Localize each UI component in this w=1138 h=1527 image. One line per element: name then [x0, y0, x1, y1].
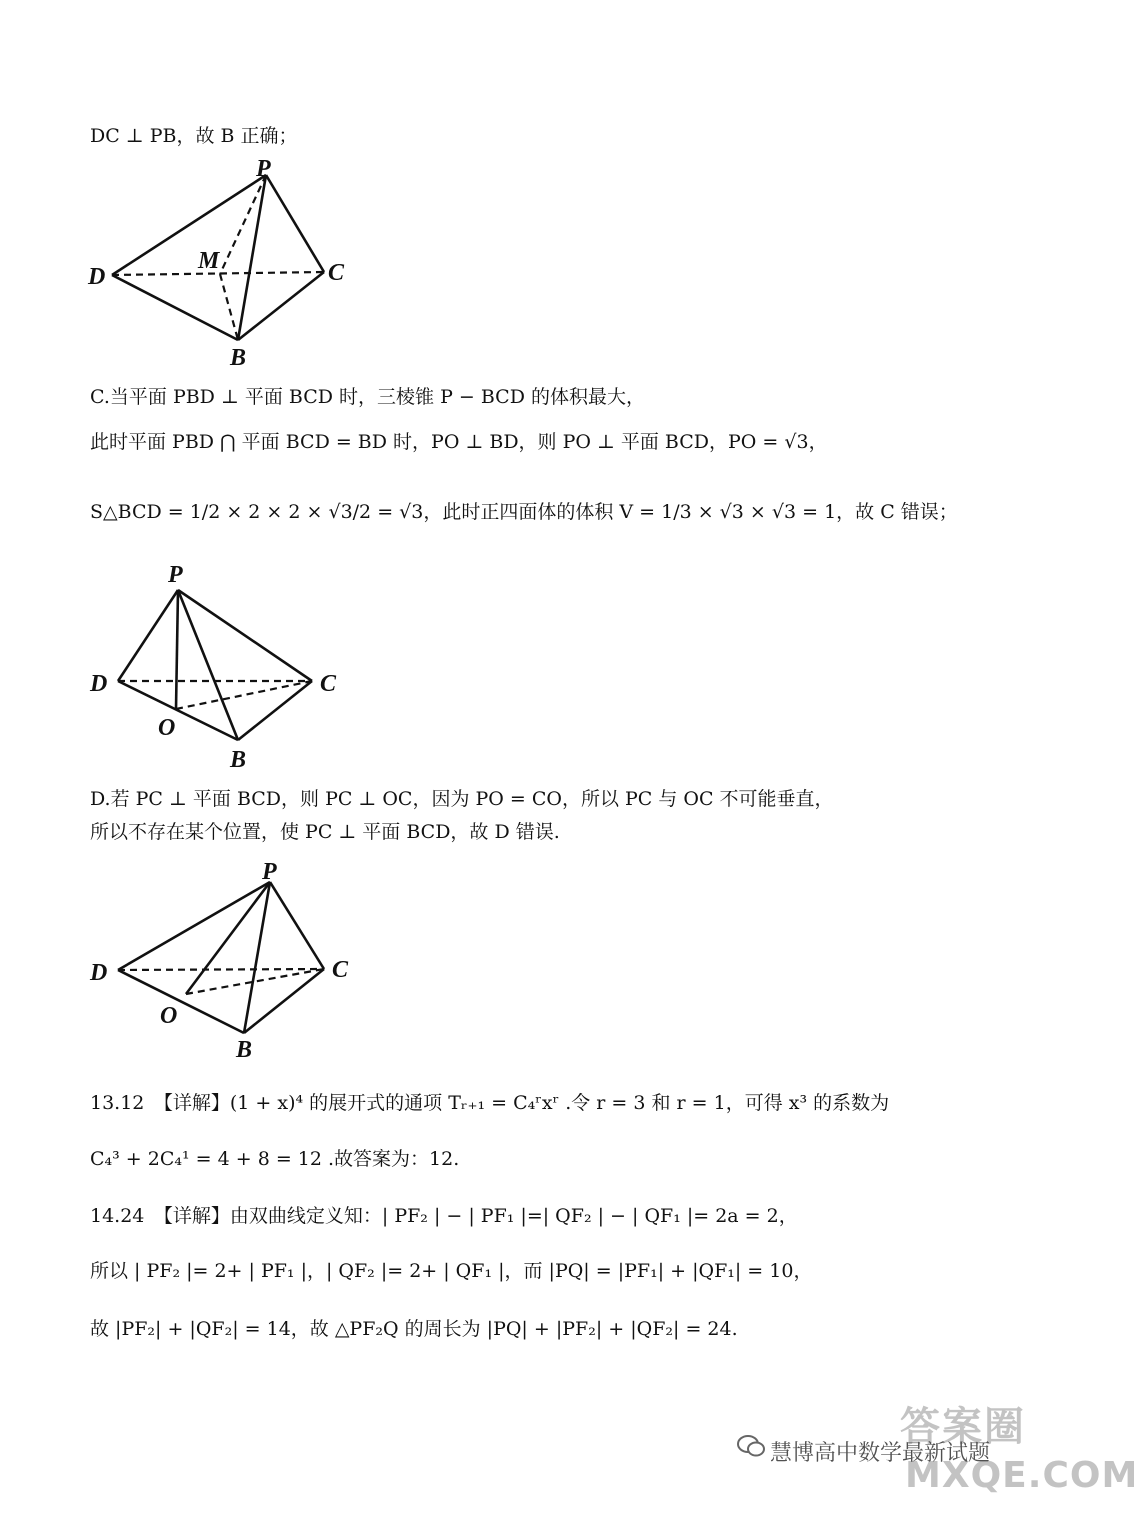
- watermark-url: MXQE.COM: [905, 1455, 1138, 1496]
- answer-14-line-1: 14.24 【详解】由双曲线定义知：| PF₂ | − | PF₁ |=| QF₂ | − | QF₁ |= 2a = 2，: [90, 1205, 798, 1227]
- figure-pyramid-o-2: [80, 857, 370, 1067]
- solution-line-c-3: S△BCD = 1/2 × 2 × 2 × √3/2 = √3，此时正四面体的体积 V = 1/3 × √3 × √3 = 1，故 C 错误；: [90, 501, 958, 523]
- label-p: P: [168, 562, 183, 588]
- solution-line-c-2: 此时平面 PBD ⋂ 平面 BCD = BD 时，PO ⊥ BD，则 PO ⊥ 平面 BCD，PO = √3，: [90, 431, 828, 453]
- label-b: B: [230, 747, 247, 773]
- answer-14-line-2: 所以 | PF₂ |= 2+ | PF₁ |，| QF₂ |= 2+ | QF₁ |，而 |PQ| = |PF₁| + |QF₁| = 10，: [90, 1260, 813, 1282]
- answer-13-line-1: 13.12 【详解】(1 + x)⁴ 的展开式的通项 Tᵣ₊₁ = C₄ʳxʳ .令 r = 3 和 r = 1，可得 x³ 的系数为: [90, 1092, 890, 1114]
- solution-line-b-conclusion: DC ⊥ PB，故 B 正确；: [90, 125, 298, 147]
- solution-line-d-2: 所以不存在某个位置，使 PC ⊥ 平面 BCD，故 D 错误.: [90, 821, 560, 843]
- label-d: D: [88, 264, 106, 290]
- answer-14-line-3: 故 |PF₂| + |QF₂| = 14，故 △PF₂Q 的周长为 |PQ| + |PF₂| + |QF₂| = 24.: [90, 1318, 738, 1340]
- label-d: D: [90, 671, 108, 697]
- label-o: O: [160, 1003, 178, 1029]
- label-p: P: [262, 859, 277, 885]
- wechat-icon: [737, 1434, 765, 1458]
- label-o: O: [158, 715, 176, 741]
- label-c: C: [320, 671, 337, 697]
- label-c: C: [328, 260, 345, 286]
- label-b: B: [230, 345, 247, 371]
- answer-13-line-2: C₄³ + 2C₄¹ = 4 + 8 = 12 .故答案为：12.: [90, 1148, 460, 1170]
- figure-pyramid-m: [80, 156, 370, 375]
- label-m: M: [198, 248, 220, 274]
- watermark-account: 慧博高中数学最新试题: [770, 1441, 991, 1466]
- solution-line-d-1: D.若 PC ⊥ 平面 BCD，则 PC ⊥ OC，因为 PO = CO，所以 PC 与 OC 不可能垂直，: [90, 788, 834, 810]
- watermark-logo: 答案圈: [900, 1404, 1026, 1450]
- label-c: C: [332, 957, 349, 983]
- solution-line-c-1: C.当平面 PBD ⊥ 平面 BCD 时，三棱锥 P − BCD 的体积最大，: [90, 386, 645, 408]
- label-d: D: [90, 960, 108, 986]
- label-p: P: [256, 156, 271, 182]
- figure-pyramid-o-1: [80, 560, 370, 775]
- label-b: B: [236, 1037, 253, 1063]
